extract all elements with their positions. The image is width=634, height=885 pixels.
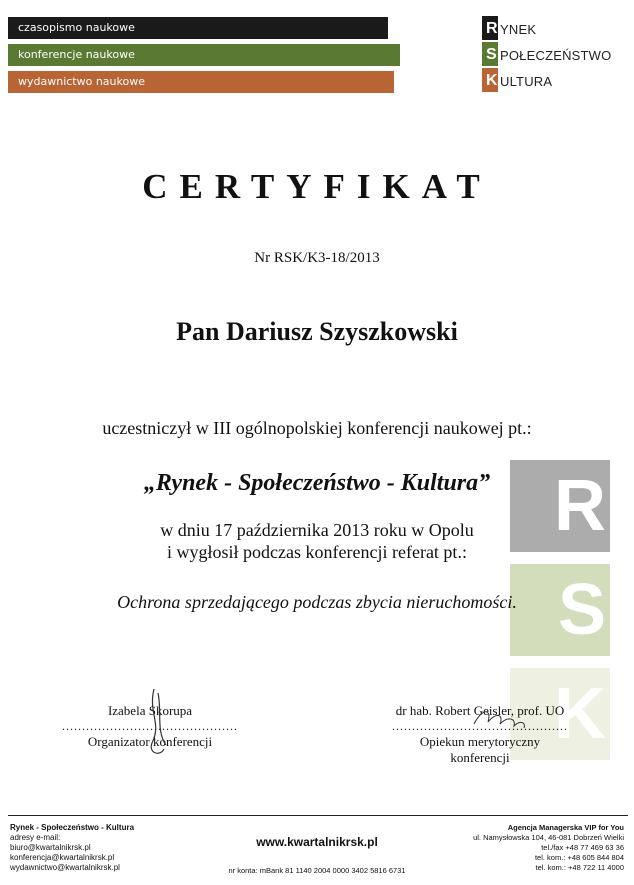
organizer-role: Organizator konferencji [87,734,213,749]
watermark-letter-r: R [510,460,610,552]
supervisor-role-1: Opiekun merytoryczny [419,734,541,749]
footer-agency [473,823,624,873]
date-and-lecture-text [0,519,634,563]
supervisor-name: dr hab. Robert Geisler, prof. UO [395,703,565,718]
supervisor-role-2: konferencji [450,750,510,765]
certificate-title: CERTYFIKAT [142,167,492,206]
handwritten-signature-right [470,704,530,734]
logo-square-r: R [482,16,498,40]
footer-divider [8,815,628,816]
logo-word-rynek: YNEK [500,22,537,37]
logo-square-s: S [482,42,498,66]
conference-name: „Rynek - Społeczeństwo - Kultura” [143,470,491,496]
footer-agency-name: Agencja Managerska VIP for You [507,823,624,832]
footer-website-link[interactable]: www.kwartalnikrsk.pl [256,835,378,849]
footer-org-name: Rynek - Społeczeństwo - Kultura [10,823,135,832]
logo-word-kultura: ULTURA [500,74,553,89]
watermark-letter-s: S [510,564,610,656]
handwritten-signature-left [140,683,180,763]
footer-emails-label: adresy e-mail: [10,833,61,842]
footer-phone-mobile-2: tel. kom.: +48 722 11 4000 [535,863,624,872]
footer-agency-address: ul. Namysłowska 104, 46-081 Dobrzeń Wielki [473,833,624,842]
signature-line-left: ............................................ [62,719,238,733]
footer-email-conference[interactable]: konferencja@kwartalnikrsk.pl [10,853,115,862]
lecture-topic: Ochrona sprzedającego podczas zbycia nieruchomości. [117,592,517,612]
footer-phone-fax: tel./fax +48 77 469 63 36 [541,843,624,852]
logo-square-k: K [482,68,498,92]
header-band-conferences: konferencje naukowe [8,44,400,66]
footer-email-publishing[interactable]: wydawnictwo@kwartalnikrsk.pl [10,863,120,872]
logo-word-spoleczenstwo: POŁECZEŃSTWO [500,48,612,63]
footer-email-office[interactable]: biuro@kwartalnikrsk.pl [10,843,91,852]
recipient-name: Pan Dariusz Szyszkowski [176,317,458,346]
footer-bank-account: nr konta: mBank 81 1140 2004 0000 3402 5816 6731 [228,866,406,875]
watermark-letter-k: K [510,668,610,760]
organizer-name: Izabela Skorupa [107,703,193,718]
header-band-publishing: wydawnictwo naukowe [8,71,394,93]
header-band-journal: czasopismo naukowe [8,17,388,39]
footer-phone-mobile-1: tel. kom.: +48 605 844 804 [534,853,624,862]
certificate-number: Nr RSK/K3-18/2013 [254,250,380,266]
date-line: w dniu 17 października 2013 roku w Opolu [160,520,474,540]
signature-line-right: ............................................ [392,719,568,733]
participation-text: uczestniczył w III ogólnopolskiej konferencji naukowej pt.: [102,418,532,438]
lecture-line: i wygłosił podczas konferencji referat pt.: [167,542,467,562]
